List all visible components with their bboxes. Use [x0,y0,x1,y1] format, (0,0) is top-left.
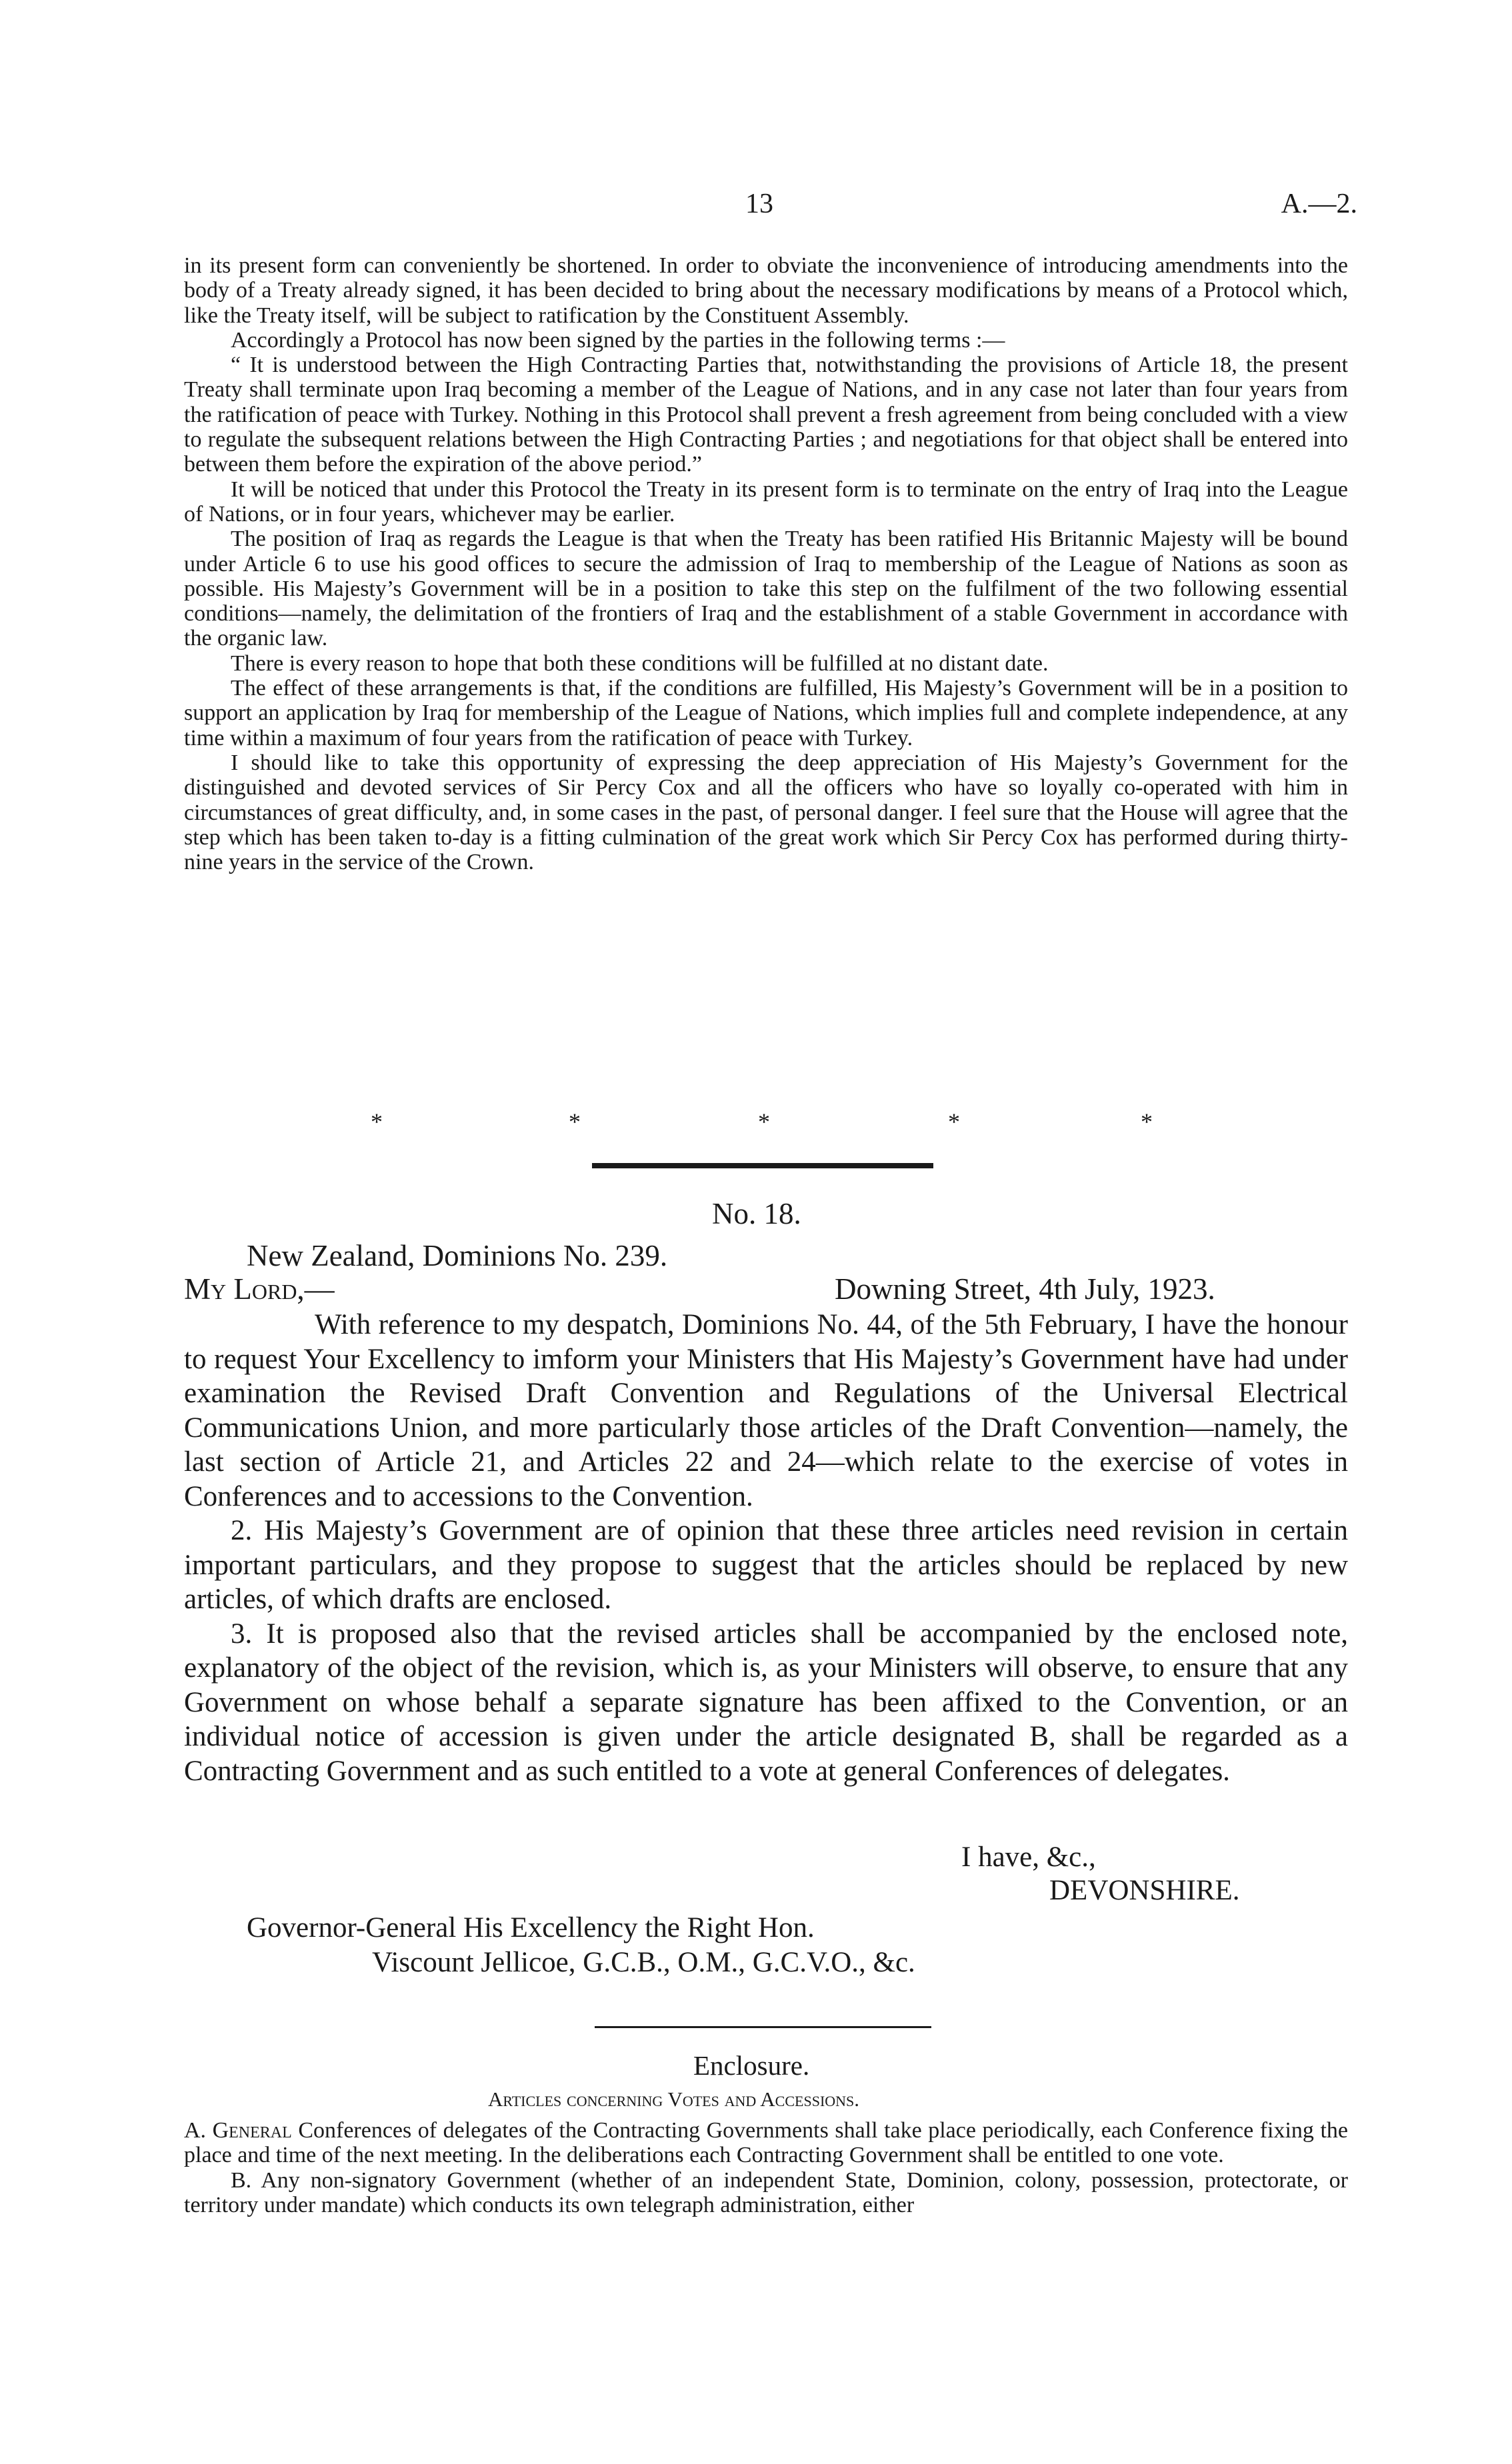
closing: I have, &c., [961,1842,1096,1873]
despatch-paragraph: 3. It is proposed also that the revised articles shall be accompanied by the enclosed note, explanatory of the object of the revision, which is, as your Ministers will observe, to ensure that any Government on whose behalf a separate signature has been affixed to the Convention, or an individual notice of accession is given under the article designated B, shall be regarded as a Contracting Government and as such entitled to a vote at general Conferences of delegates. [184,1618,1348,1787]
signature: DEVONSHIRE. [1049,1875,1240,1906]
paragraph: There is every reason to hope that both these conditions will be fulfilled at no distant date. [231,650,1049,676]
enclosure-subtitle: Articles concerning Votes and Accessions. [488,2087,860,2111]
despatch-paragraph: With reference to my despatch, Dominions No. 44, of the 5th February, I have the honour to request Your Excellency to imform your Ministers that His Majesty’s Government have had under examination the Revised Draft Convention and Regulations of the Universal Electrical Communications Union, and more particularly those articles of the Draft Convention—namely, the last section of Article 21, and Articles 22 and 24—which relate to the exercise of votes in Conferences and to accessions to the Convention. [184,1309,1348,1512]
despatch-series: New Zealand, Dominions No. 239. [247,1239,668,1272]
paragraph: I should like to take this opportunity of expressing the deep appreciation of His Majesty’s Government for the distinguished and devoted services of Sir Percy Cox and all the officers who have so loyally co-operated with him in circumstances of great difficulty, and, in some cases in the past, of personal danger. I feel sure that the House will agree that the step which has been taken to-day is a fitting culmination of the great work which Sir Percy Cox has performed during thirty-nine years in the service of the Crown. [184,750,1348,875]
article-a [184,2118,1348,2168]
despatch-number: No. 18. [712,1197,801,1230]
paragraph: It will be noticed that under this Protocol the Treaty in its present form is to terminate on the entry of Iraq into the League of Nations, or in four years, whichever may be earlier. [184,477,1348,527]
star: * [371,1108,383,1135]
despatch-paragraph: 2. His Majesty’s Government are of opinion that these three articles need revision in certain important particulars, and they propose to suggest that the articles should be replaced by new articles, of which drafts are enclosed. [184,1515,1348,1615]
addressee-line: Governor-General His Excellency the Right Hon. [247,1912,815,1943]
article-b: B. Any non-signatory Government (whether of an independent State, Dominion, colony, possession, protectorate, or territory under mandate) which conducts its own telegraph administration, either [184,2167,1348,2217]
salutation: My Lord,— [184,1272,335,1306]
paragraph: in its present form can conveniently be shortened. In order to obviate the inconvenience of introducing amendments into the body of a Treaty already signed, it has been decided to bring about the necessary modifications by means of a Protocol which, like the Treaty itself, will be subject to ratification by the Constituent Assembly. [184,253,1348,328]
paragraph: Accordingly a Protocol has now been signed by the parties in the following terms :— [231,327,1005,353]
star: * [1141,1108,1153,1135]
page-number: 13 [745,189,773,219]
star: * [569,1108,581,1135]
addressee-line: Viscount Jellicoe, G.C.B., O.M., G.C.V.O., &c. [372,1947,915,1978]
section-break-stars [0,1108,1512,1134]
protocol-quote: “ It is understood between the High Contracting Parties that, notwithstanding the provisions of Article 18, the present Treaty shall terminate upon Iraq becoming a member of the League of Nations, and in any case not later than four years from the ratification of peace with Turkey. Nothing in this Protocol shall prevent a fresh agreement from being concluded with a view to regulate the subsequent relations between the High Contracting Parties ; and negotiations for that object shall be entered into between them before the expiration of the above period.” [184,353,1348,477]
enclosure-articles [184,2118,1348,2217]
paragraph: The position of Iraq as regards the League is that when the Treaty has been ratified His Britannic Majesty will be bound under Article 6 to use his good offices to secure the admission of Iraq to membership of the League of Nations as soon as possible. His Majesty’s Government will be in a position to take this step on the fulfilment of the two following essential conditions—namely, the delimitation of the frontiers of Iraq and the establishment of a stable Government in accordance with the organic law. [184,527,1348,651]
article-a-text: Conferences of delegates of the Contracting Governments shall take place periodically, each Conference fixing the place and time of the next meeting. In the deliberations each Contracting Government shall be entitled to one vote. [184,2118,1348,2168]
star: * [758,1108,770,1135]
document-reference: A.—2. [1281,189,1357,219]
paragraph: The effect of these arrangements is that, if the conditions are fulfilled, His Majesty’s Government will be in a position to support an application by Iraq for membership of the League of Nations, which implies full and complete independence, at any time within a maximum of four years from the ratification of peace with Turkey. [184,676,1348,750]
star: * [948,1108,960,1135]
heavy-divider [592,1163,933,1168]
address-date: Downing Street, 4th July, 1923. [835,1272,1215,1306]
article-a-lead: A. General [184,2118,292,2143]
despatch-body [184,1308,1348,1788]
thin-divider [595,2026,931,2028]
protocol-section [184,253,1348,874]
enclosure-title: Enclosure. [693,2050,810,2081]
